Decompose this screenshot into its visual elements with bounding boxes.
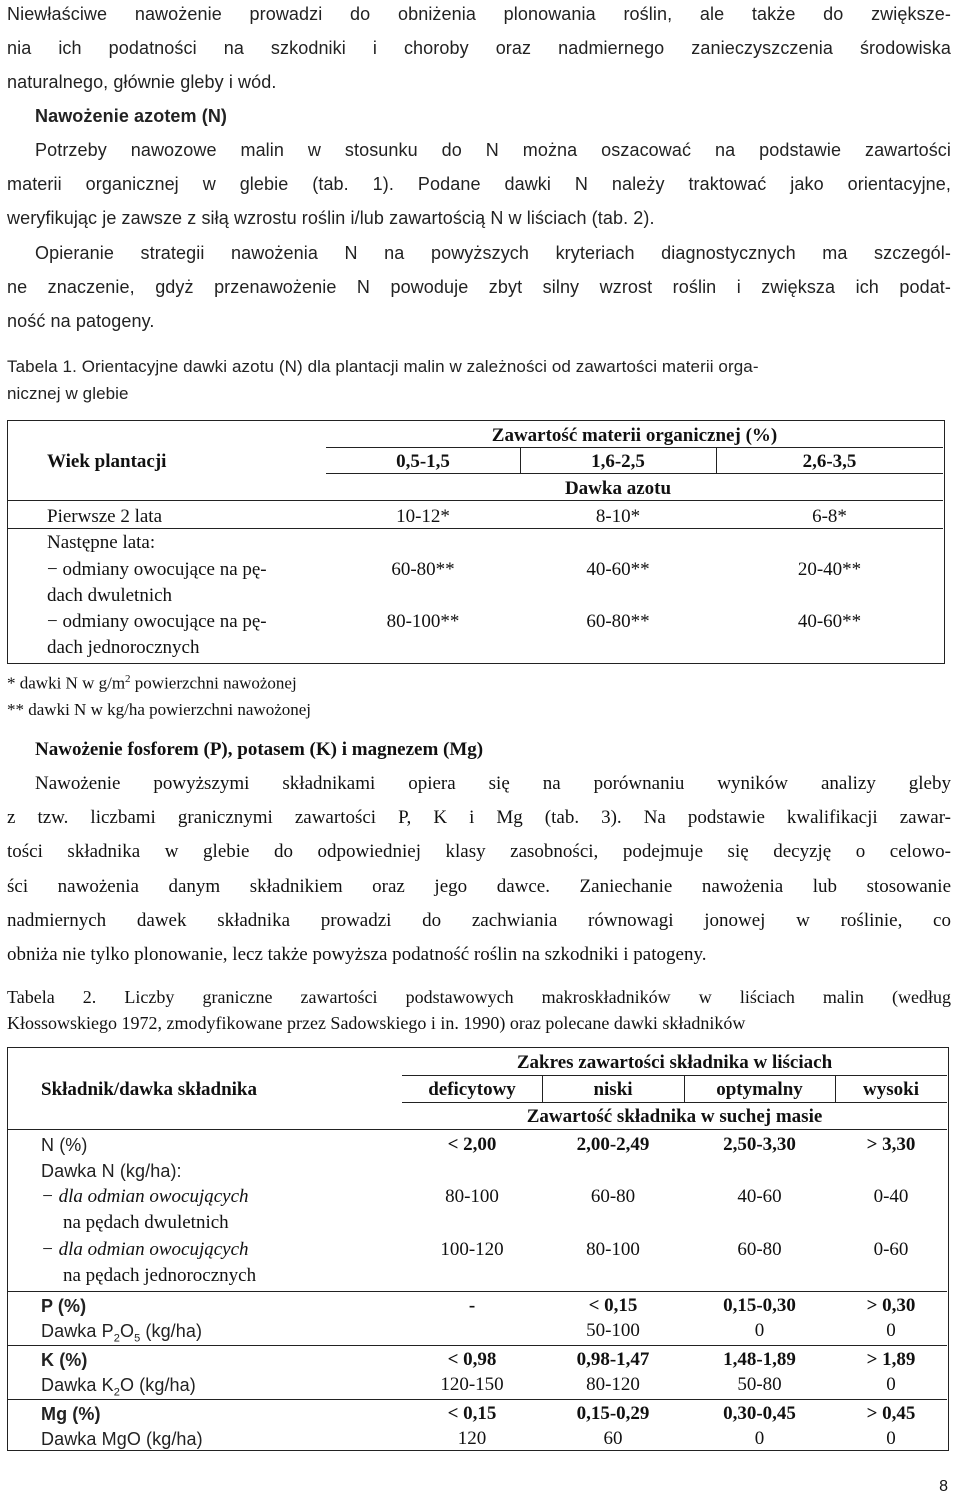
table1-caption-line-2: nicznej w glebie [7, 384, 129, 403]
table2-row-label: − dla odmian owocujących [41, 1186, 249, 1207]
table2-cell: 0-40 [873, 1186, 909, 1207]
table1-cell: 60-80** [391, 559, 455, 580]
table2-cell: 0,15-0,29 [576, 1403, 650, 1424]
table2-cell: < 0,15 [447, 1403, 497, 1424]
table2-row-label: na pędach dwuletnich [63, 1212, 229, 1233]
table2-cell: 80-100 [445, 1186, 499, 1207]
table2-caption-line-1: Tabela 2. Liczby graniczne zawartości podstawowych makroskładników w liściach malin (według [7, 987, 951, 1007]
table1-header-organic-matter: Zawartość materii organicznej (%) [491, 425, 778, 446]
table2-cell: 2,00-2,49 [576, 1134, 650, 1155]
pkmg-para-line-5: nadmiernych dawek składnika prowadzi do zachwiania równowagi jonowej w roślinie, co [7, 910, 951, 931]
table1-row-label: dach dwuletnich [47, 585, 173, 606]
table2-cell: < 0,15 [588, 1295, 638, 1316]
nitrogen-para-line-6: ność na patogeny. [7, 311, 155, 331]
table2-caption-line-2: Kłossowskiego 1972, zmodyfikowane przez Sadowskiego i in. 1990) oraz polecane dawki składników [7, 1013, 746, 1033]
table2-cell: 50-80 [737, 1374, 782, 1395]
table1-rule [7, 500, 943, 501]
table2-cell: 0,15-0,30 [723, 1295, 796, 1316]
table2-cell: 60 [603, 1428, 623, 1449]
page-number: 8 [939, 1478, 948, 1495]
nitrogen-heading: Nawożenie azotem (N) [35, 106, 228, 126]
table1-range: 0,5-1,5 [396, 451, 450, 472]
table2-class: niski [593, 1079, 633, 1100]
table2-class: deficytowy [428, 1079, 516, 1100]
pkmg-para-line-6: obniża nie tylko plonowanie, lecz także powyższa podatność roślin na szkodniki i patogeny. [7, 944, 707, 965]
table2-cell: 100-120 [440, 1239, 504, 1260]
table1-cell: 8-10* [595, 506, 641, 527]
table2-cell: 0,98-1,47 [576, 1349, 650, 1370]
table2-cell: 120-150 [440, 1374, 504, 1395]
table2-cell: - [468, 1295, 476, 1316]
table1-cell: 60-80** [586, 611, 650, 632]
table2-cell: 1,48-1,89 [723, 1349, 796, 1370]
table1-row-label: dach jednorocznych [47, 637, 200, 658]
table2-row-label: Mg (%) [41, 1404, 101, 1424]
table1-row-label: Następne lata: [47, 532, 156, 553]
table1-row-label: − odmiany owocujące na pę- [47, 559, 267, 580]
table2-cell: 80-100 [586, 1239, 640, 1260]
table1-header-age: Wiek plantacji [47, 451, 167, 472]
table2-class: wysoki [863, 1079, 919, 1100]
pkmg-para-line-3: tości składnika w glebie do odpowiedniej klasy zasobności, podejmuje się decyzję o celowo- [7, 841, 951, 862]
table1-cell: 40-60** [586, 559, 650, 580]
nitrogen-para-line-5: ne znaczenie, gdyż przenawożenie N powoduje zbyt silny wzrost roślin i zwiększa ich podat- [7, 277, 951, 297]
table2-cell: > 1,89 [866, 1349, 916, 1370]
table2-rule [402, 1075, 947, 1076]
table2-header-range: Zakres zawartości składnika w liściach [516, 1052, 833, 1073]
table2-rule [7, 1291, 947, 1292]
intro-line-2: nia ich podatności na szkodniki i choroby oraz nadmiernego zanieczyszczenia środowiska [7, 38, 951, 58]
pkmg-para-line-4: ści nawożenia danym składnikiem oraz jego dawce. Zaniechanie nawożenia lub stosowanie [7, 876, 951, 897]
table1-row-label: Pierwsze 2 lata [47, 506, 163, 527]
table2-rule [7, 1129, 947, 1130]
table2-row-label: Dawka MgO (kg/ha) [41, 1429, 203, 1449]
pkmg-para-line-1: Nawożenie powyższymi składnikami opiera się na porównaniu wyników analizy gleby [35, 773, 951, 794]
table1-footnote-1: * dawki N w $g/m^2$ powierzchni nawożonej [7, 673, 297, 693]
table2-row-label: − dla odmian owocujących [41, 1239, 249, 1260]
table1-rule [326, 473, 943, 474]
table2-cell: 0-60 [873, 1239, 909, 1260]
table2-cell: 50-100 [586, 1320, 640, 1341]
nitrogen-para-line-4: Opieranie strategii nawożenia N na powyższych kryteriach diagnostycznych ma szczegól- [35, 243, 951, 263]
table2-cell: < 2,00 [447, 1134, 497, 1155]
pkmg-para-line-2: z tzw. liczbami granicznymi zawartości P, K i Mg (tab. 3). Na podstawie kwalifikacji zawar- [7, 807, 951, 828]
table1-cell: 10-12* [396, 506, 450, 527]
table2-cell: 0,30-0,45 [723, 1403, 796, 1424]
table2-cell: 60-80 [590, 1186, 636, 1207]
table2-cell: 40-60 [737, 1186, 782, 1207]
table1-caption-line-1: Tabela 1. Orientacyjne dawki azotu (N) dla plantacji malin w zależności od zawartości materii orga- [7, 357, 759, 376]
table1-cell: 80-100** [386, 611, 460, 632]
table1-range: 1,6-2,5 [591, 451, 645, 472]
table2-cell: 0 [886, 1374, 896, 1395]
table2-row-label: P (%) [41, 1296, 87, 1316]
table2-cell: 0 [754, 1428, 765, 1449]
nitrogen-para-line-2: materii organicznej w glebie (tab. 1). Podane dawki N należy traktować jako orientacyjne, [7, 174, 951, 194]
table2-cell: 60-80 [737, 1239, 782, 1260]
intro-line-3: naturalnego, głównie gleby i wód. [7, 72, 277, 92]
intro-line-1: Niewłaściwe nawożenie prowadzi do obniżenia plonowania roślin, ale także do zwiększe- [7, 4, 951, 24]
table1-rule [7, 528, 943, 529]
table2-cell: > 0,30 [866, 1295, 916, 1316]
pkmg-heading: Nawożenie fosforem (P), potasem (K) i magnezem (Mg) [35, 739, 484, 760]
table1-rule [326, 447, 943, 448]
table2-cell: 2,50-3,30 [723, 1134, 796, 1155]
table2-cell: > 0,45 [866, 1403, 916, 1424]
nitrogen-para-line-3: weryfikując je zawsze z siłą wzrostu roślin i/lub zawartością N w liściach (tab. 2). [7, 208, 655, 228]
table2-header-dry-mass: Zawartość składnika w suchej masie [526, 1106, 823, 1127]
table2-row-label: Dawka $K_2O$ (kg/ha) [41, 1375, 196, 1399]
table2-cell: 0 [754, 1320, 765, 1341]
table1-cell: 20-40** [797, 559, 862, 580]
table2-header-left: Składnik/dawka składnika [41, 1079, 257, 1100]
table2-cell: 120 [457, 1428, 487, 1449]
nitrogen-para-line-1: Potrzeby nawozowe malin w stosunku do N można oszacować na podstawie zawartości [35, 140, 951, 160]
table2-class: optymalny [716, 1079, 803, 1100]
table2-cell: < 0,98 [447, 1349, 497, 1370]
table2-row-label: Dawka N (kg/ha): [41, 1161, 182, 1181]
table1-cell: 6-8* [812, 506, 847, 527]
table1-header-dose: Dawka azotu [564, 478, 672, 499]
table2-row-label: K (%) [41, 1350, 88, 1370]
table2-row-label: N (%) [41, 1135, 88, 1155]
table1-row-label: − odmiany owocujące na pę- [47, 611, 267, 632]
table2-cell: 80-120 [586, 1374, 640, 1395]
table2-cell: 0 [886, 1428, 896, 1449]
table2-rule [402, 1102, 947, 1103]
table1-footnote-2: ** dawki N w kg/ha powierzchni nawożonej [7, 700, 312, 719]
table2-cell: 0 [886, 1320, 896, 1341]
table1-cell: 40-60** [797, 611, 862, 632]
table1-range: 2,6-3,5 [802, 451, 857, 472]
table2-row-label: Dawka $P_2O_5$ (kg/ha) [41, 1321, 203, 1345]
table2-row-label: na pędach jednorocznych [63, 1265, 257, 1286]
table2-cell: > 3,30 [866, 1134, 916, 1155]
